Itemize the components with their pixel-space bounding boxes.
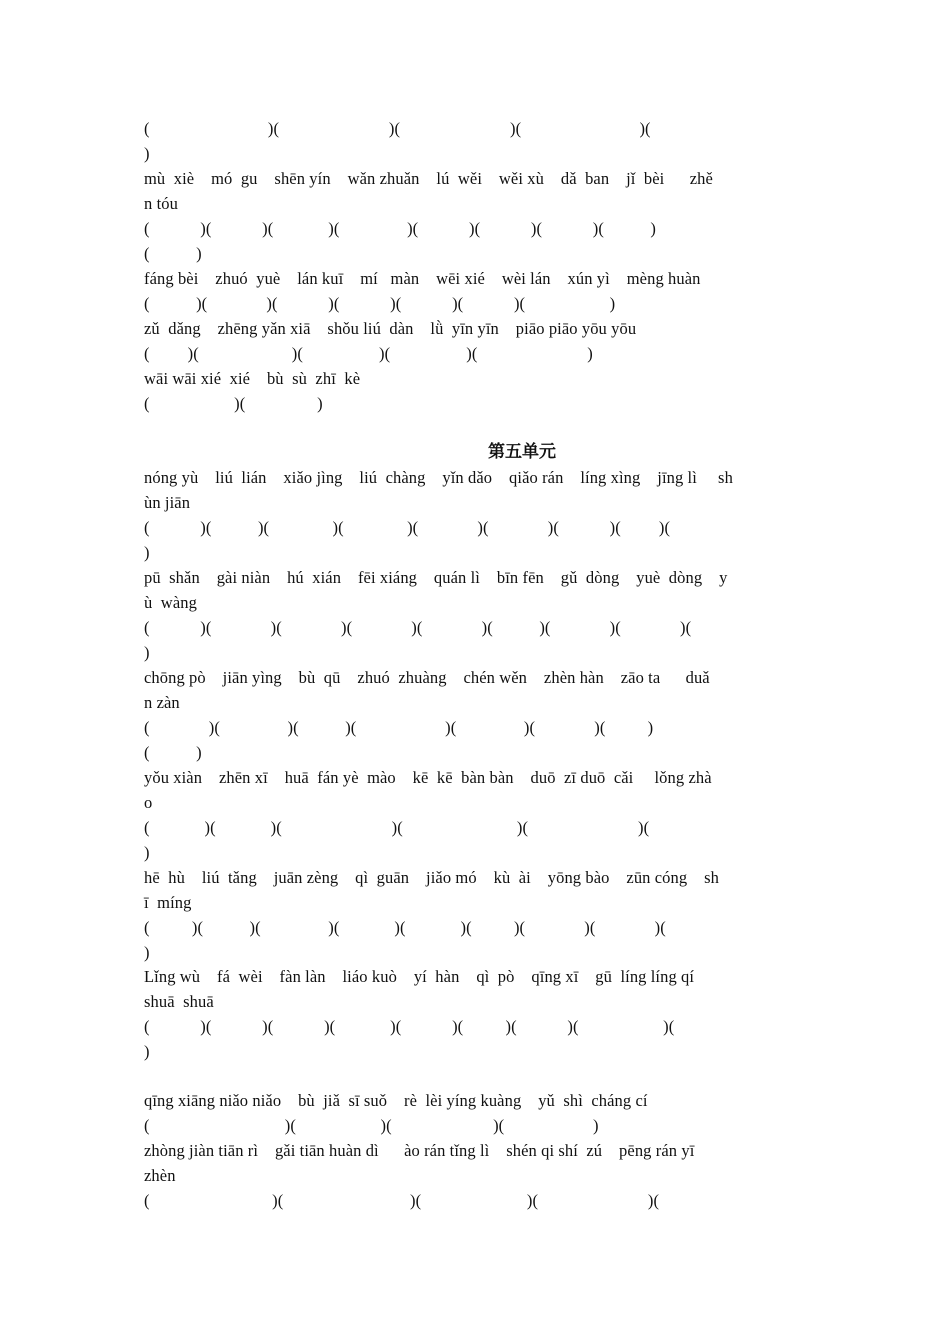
- answer-brackets: ( )( )( )( )(: [144, 1191, 660, 1210]
- pinyin-line: pū shǎn gài niàn hú xián fēi xiáng quán lì bīn fēn gǔ dòng yuè dòng y: [144, 568, 728, 587]
- pinyin-line: ù wàng: [144, 593, 197, 612]
- pinyin-line: fáng bèi zhuó yuè lán kuī mí màn wēi xié wèi lán xún yì mèng huàn: [144, 269, 701, 288]
- pinyin-line: chōng pò jiān yìng bù qū zhuó zhuàng chén wěn zhèn hàn zāo ta duǎ: [144, 668, 710, 687]
- pinyin-line: n tóu: [144, 194, 178, 213]
- pinyin-line: qīng xiāng niǎo niǎo bù jiǎ sī suǒ rè lèi yíng kuàng yǔ shì cháng cí: [144, 1091, 648, 1110]
- answer-brackets: ( )( )( )( )(: [144, 119, 651, 138]
- answer-brackets: ( )( )( )( ): [144, 1116, 599, 1135]
- answer-brackets: ( )( )( )( )( )( )( ): [144, 294, 616, 313]
- answer-brackets: ( )( )( )( )( )( )( )( )(: [144, 918, 666, 937]
- answer-brackets: ( )( )( )( )( )( )( )( )(: [144, 1017, 675, 1036]
- answer-brackets: ( )( )( )( )( )( )( ): [144, 718, 654, 737]
- pinyin-line: zǔ dǎng zhēng yǎn xiā shǒu liú dàn lǜ yīn yīn piāo piāo yōu yōu: [144, 319, 637, 338]
- pinyin-line: Lǐng wù fá wèi fàn làn liáo kuò yí hàn qì pò qīng xī gū líng líng qí: [144, 967, 695, 986]
- pinyin-line: mù xiè mó gu shēn yín wǎn zhuǎn lú wěi wěi xù dǎ ban jǐ bèi zhě: [144, 169, 713, 188]
- answer-brackets: ): [144, 1042, 150, 1061]
- answer-brackets: ( )( )( )( )( )(: [144, 818, 650, 837]
- answer-brackets: ( ): [144, 244, 202, 263]
- pinyin-line: shuā shuā: [144, 992, 214, 1011]
- pinyin-line: n zàn: [144, 693, 180, 712]
- section-title: 第五单元: [488, 442, 556, 462]
- pinyin-line: o: [144, 793, 153, 812]
- answer-brackets: ( ): [144, 743, 202, 762]
- answer-brackets: ): [144, 144, 150, 163]
- pinyin-line: ùn jiān: [144, 493, 191, 512]
- pinyin-line: ī míng: [144, 893, 192, 912]
- pinyin-line: hē hù liú tǎng juān zèng qì guān jiǎo mó kù ài yōng bào zūn cóng sh: [144, 868, 719, 887]
- pinyin-line: nóng yù liú lián xiǎo jìng liú chàng yǐn dǎo qiǎo rán líng xìng jīng lì sh: [144, 468, 733, 487]
- answer-brackets: ): [144, 843, 150, 862]
- pinyin-line: yǒu xiàn zhēn xī huā fán yè mào kē kē bàn bàn duō zī duō cǎi lǒng zhà: [144, 768, 712, 787]
- answer-brackets: ( )( )( )( )( )( )( )( )(: [144, 618, 692, 637]
- pinyin-line: zhèn: [144, 1166, 176, 1185]
- answer-brackets: ): [144, 943, 150, 962]
- answer-brackets: ( )( )( )( )( )( )( )( ): [144, 219, 657, 238]
- answer-brackets: ): [144, 543, 150, 562]
- answer-brackets: ( )( )( )( )( ): [144, 344, 593, 363]
- pinyin-line: wāi wāi xié xié bù sù zhī kè: [144, 369, 361, 388]
- pinyin-line: zhòng jiàn tiān rì gǎi tiān huàn dì ào rán tǐng lì shén qi shí zú pēng rán yī: [144, 1141, 695, 1160]
- answer-brackets: ): [144, 643, 150, 662]
- answer-brackets: ( )( )( )( )( )( )( )( )(: [144, 518, 671, 537]
- answer-brackets: ( )( ): [144, 394, 323, 413]
